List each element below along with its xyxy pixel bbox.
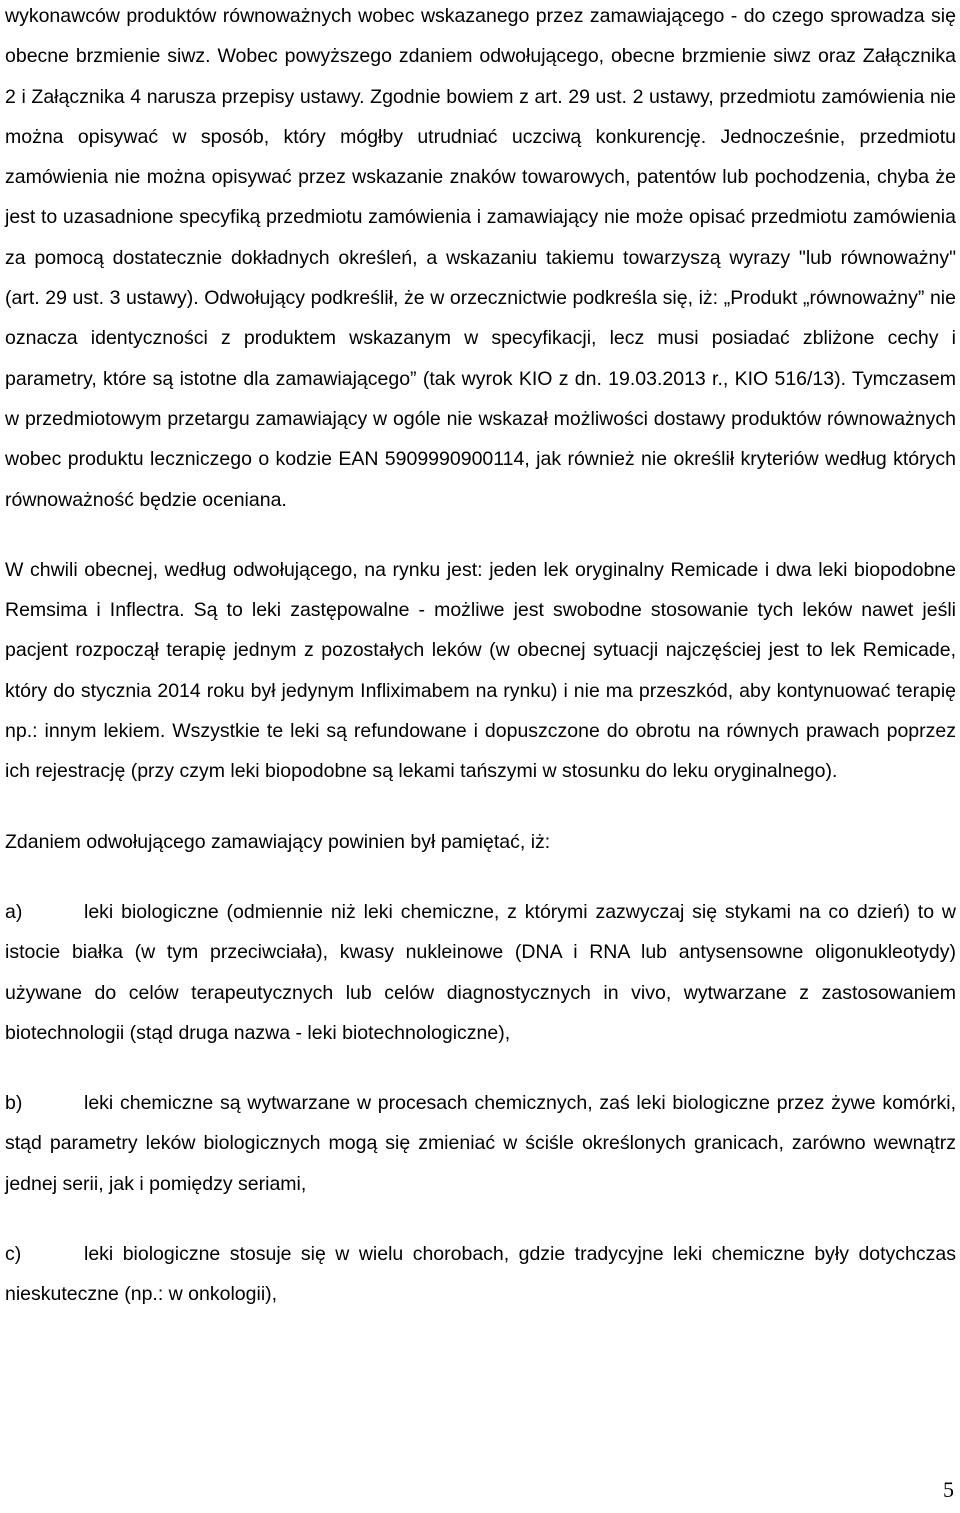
paragraph-intro-list: Zdaniem odwołującego zamawiający powinien był pamiętać, iż: — [5, 830, 551, 853]
paragraph-equivalence: wykonawców produktów równoważnych wobec wskazanego przez zamawiającego - do czego sprowadza się obecne brzmienie siwz. Wobec powyższego zdaniem odwołującego, obecne brzmienie siwz oraz Załącznika 2 i Załącznika 4 narusza przepisy ustawy. Zgodnie bowiem z art. 29 ust. 2 ustawy, przedmiotu zamówienia nie można opisywać w sposób, który mógłby utrudniać uczciwą konkurencję. Jednocześnie, przedmiotu zamówienia nie można opisywać przez wskazanie znaków towarowych, patentów lub pochodzenia, chyba że jest to uzasadnione specyfiką przedmiotu zamówienia i zamawiający nie może opisać przedmiotu zamówienia za pomocą dostatecznie dokładnych określeń, a wskazaniu takiemu towarzyszą wyrazy "lub równoważny" (art. 29 ust. 3 ustawy). Odwołujący podkreślił, że w orzecznictwie podkreśla się, iż: „Produkt „równoważny” nie oznacza identyczności z produktem wskazanym w specyfikacji, lecz musi posiadać zbliżone cechy i parametry, które są istotne dla zamawiającego” (tak wyrok KIO z dn. 19.03.2013 r., KIO 516/13). Tymczasem w przedmiotowym przetargu zamawiający w ogóle nie wskazał możliwości dostawy produktów równoważnych wobec produktu leczniczego o kodzie EAN 5909990900114, jak również nie określił kryteriów według których równoważność będzie oceniana. — [5, 5, 956, 511]
page-number: 5 — [943, 1477, 954, 1502]
list-item-text: leki biologiczne (odmiennie niż leki chemiczne, z którymi zazwyczaj się stykami na co dzień) to w istocie białka (w tym przeciwciała), kwasy nukleinowe (DNA i RNA lub antysensowne oligonukleotydy) używane do celów terapeutycznych lub celów diagnostycznych in vivo, wytwarzane z zastosowaniem biotechnologii (stąd druga nazwa - leki biotechnologiczne), — [5, 900, 956, 1044]
list-item-text: leki chemiczne są wytwarzane w procesach chemicznych, zaś leki biologiczne przez żywe komórki, stąd parametry leków biologicznych mogą się zmieniać w ściśle określonych granicach, zarówno wewnątrz jednej serii, jak i pomiędzy seriami, — [5, 1092, 956, 1195]
list-item — [5, 1083, 956, 1204]
list-item — [5, 1234, 956, 1315]
list-marker: c) — [5, 1243, 22, 1266]
list-marker: a) — [5, 900, 23, 923]
paragraph-market: W chwili obecnej, według odwołującego, na rynku jest: jeden lek oryginalny Remicade i dwa leki biopodobne Remsima i Inflectra. Są to leki zastępowalne - możliwe jest swobodne stosowanie tych leków nawet jeśli pacjent rozpoczął terapię jednym z pozostałych leków (w obecnej sytuacji najczęściej jest to lek Remicade, który do stycznia 2014 roku był jedynym Infliximabem na rynku) i nie ma przeszkód, aby kontynuować terapię np.: innym lekiem. Wszystkie te leki są refundowane i dopuszczone do obrotu na równych prawach poprzez ich rejestrację (przy czym leki biopodobne są lekami tańszymi w stosunku do leku oryginalnego). — [5, 558, 956, 783]
list-item-text: leki biologiczne stosuje się w wielu chorobach, gdzie tradycyjne leki chemiczne były dotychczas nieskuteczne (np.: w onkologii), — [5, 1243, 956, 1306]
list-item — [5, 892, 956, 1053]
document-page — [5, 0, 956, 1315]
list-marker: b) — [5, 1092, 23, 1115]
